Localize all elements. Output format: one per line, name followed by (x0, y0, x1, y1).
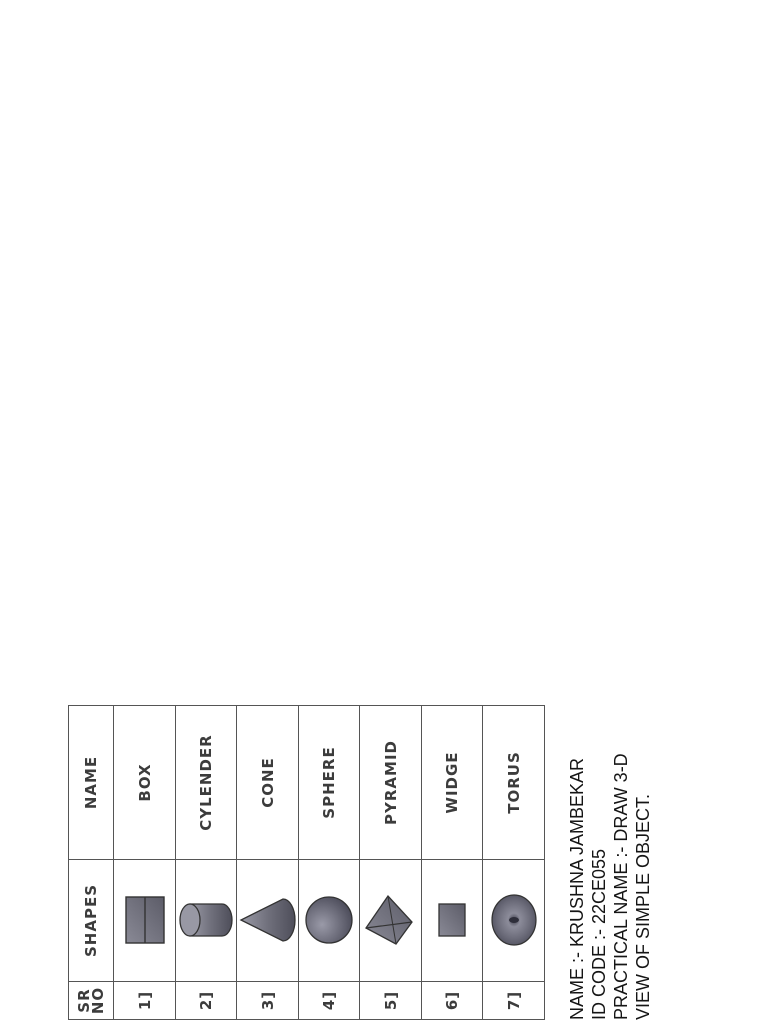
name-cell: BOX (114, 706, 176, 860)
shape-cell (298, 860, 360, 982)
sphere-icon (303, 895, 355, 947)
shape-cell (114, 860, 176, 982)
box-icon (124, 896, 166, 946)
shapes-table (68, 705, 545, 1020)
sr-header-line1: SR (75, 988, 94, 1013)
name-cell: PYRAMID (360, 706, 422, 860)
table-row (114, 706, 176, 1020)
shapes-header: SHAPES (69, 860, 114, 982)
sr-cell: 3] (237, 982, 299, 1020)
shape-cell (175, 860, 237, 982)
sr-cell: 7] (483, 982, 545, 1020)
student-info-block (566, 690, 654, 1020)
table-row (237, 706, 299, 1020)
name-cell: CONE (237, 706, 299, 860)
practical-name-line: PRACTICAL NAME :- DRAW 3-D (611, 753, 631, 1020)
name-cell: TORUS (483, 706, 545, 860)
shape-cell (483, 860, 545, 982)
sr-cell: 6] (421, 982, 483, 1020)
wedge-icon (437, 903, 467, 939)
shape-cell (237, 860, 299, 982)
name-header: NAME (69, 706, 114, 860)
table-row (483, 706, 545, 1020)
practical-name-line-2: VIEW OF SIMPLE OBJECT. (633, 793, 653, 1020)
name-cell: SPHERE (298, 706, 360, 860)
student-name-line: NAME :- KRUSHNA JAMBEKAR (567, 757, 587, 1020)
cone-icon (239, 897, 297, 945)
table-row (175, 706, 237, 1020)
sr-cell: 1] (114, 982, 176, 1020)
pyramid-icon (364, 893, 418, 949)
id-code-line: ID CODE :- 22CE055 (589, 848, 609, 1020)
torus-icon (489, 893, 539, 949)
table-row (298, 706, 360, 1020)
sr-no-header (69, 982, 114, 1020)
sr-cell: 2] (175, 982, 237, 1020)
sr-cell: 4] (298, 982, 360, 1020)
name-cell: CYLENDER (175, 706, 237, 860)
rotated-sheet (68, 690, 653, 1020)
table-row (421, 706, 483, 1020)
table-row (360, 706, 422, 1020)
cylinder-icon (178, 903, 234, 939)
table-header-row (69, 706, 114, 1020)
sr-cell: 5] (360, 982, 422, 1020)
name-cell: WIDGE (421, 706, 483, 860)
shape-cell (421, 860, 483, 982)
shape-cell (360, 860, 422, 982)
sr-header-line2: NO (89, 986, 108, 1015)
